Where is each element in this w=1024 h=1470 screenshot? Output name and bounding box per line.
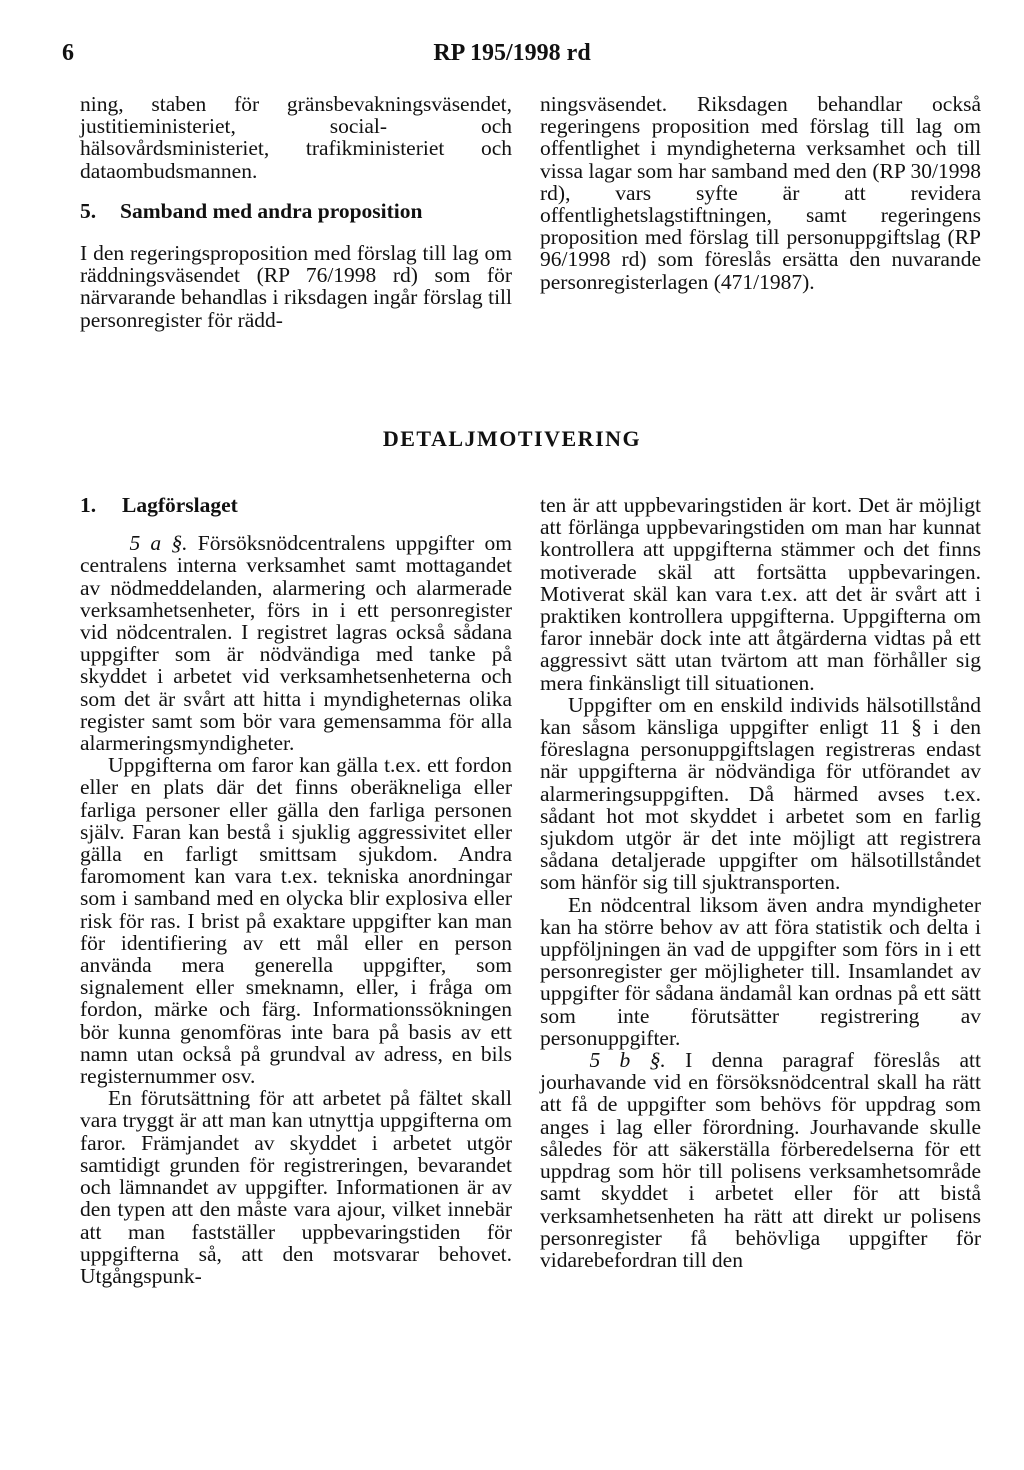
paragraph: ten är att uppbevaringstiden är kort. Det är möjligt att förlänga uppbevaringstiden om man har kunnat kontrollera att uppgifterna stämmer och det finns motiverade skäl att fortsätta uppbevaringen. Motiverat skäl kan vara t.ex. att det är svårt att i praktiken kontrollera uppgifterna. Uppgifterna om faror innebär dock inte att åtgärderna vidtas på ett aggressivt sätt utan tvärtom att man förhåller sig mera finkänsligt till situationen. [540, 493, 981, 695]
top-left-column [80, 93, 512, 331]
section-heading [80, 200, 512, 222]
paragraph: Uppgifter om en enskild individs hälsotillstånd kan såsom känsliga uppgifter enligt 11 § i den föreslagna personuppgiftslagen registreras endast när uppgifterna är nödvändiga för utförandet av alarmeringsuppgiften. Då härmed avses t.ex. sådant hot mot skyddet i arbetet som en farlig sjukdom utgör är det inte möjligt att registrera sådana detaljerade uppgifter om hälsotillståndet som hänför sig till sjuktransporten. [540, 692, 981, 895]
paragraph: En nödcentral liksom även andra myndigheter kan ha större behov av att föra statistik och delta i uppföljningen än vad de uppgifter som förs in i ett personregister ger möjligheter till. Insamlandet av uppgifter för sådana ändamål kan ordnas på ett sätt som inte förutsätter registrering av personuppgifter. [540, 892, 981, 1050]
sub-heading-title: Lagförslaget [122, 493, 238, 517]
sub-heading [80, 494, 512, 516]
page-number: 6 [62, 40, 74, 66]
bottom-left-column [80, 494, 512, 1287]
section-title: Samband med andra proposition [120, 198, 423, 223]
top-right-column [540, 93, 981, 293]
paragraph-text: Försöksnödcentralens uppgifter om centralens interna verksamhet samt mottagandet av nödmeddelanden, alarmering och alarmerade verksamhetsenheter, förs in i ett personregister vid nödcentralen. I registret lagras också sådana uppgifter som är nödvändiga med tanke på skyddet i arbetet vid verksamhetsenheterna och som det är svårt att hitta i myndigheternas olika register samt som bör vara gemensamma för alla alarmeringsmyndigheter. [80, 531, 513, 756]
paragraph: ningsväsendet. Riksdagen behandlar också regeringens proposition med förslag till lag om offentlighet i myndigheterna verksamhet och till vissa lagar som har samband med den (RP 30/1998 rd), vars syfte är att revidera offentlighetslagstiftningen, samt regeringens proposition med förslag till personuppgiftslag (RP 96/1998 rd) som föreslås ersätta den nuvarande personregisterlagen (471/1987). [540, 92, 981, 294]
paragraph-mark: 5 b §. [589, 1048, 666, 1073]
running-title: RP 195/1998 rd [433, 40, 591, 66]
sub-heading-number: 1. [80, 493, 97, 517]
paragraph [540, 1049, 981, 1271]
paragraph: En förutsättning för att arbetet på fältet skall vara tryggt är att man kan utnyttja uppgifterna om faror. Främjandet av skyddet i arbetet utgör samtidigt grunden för registreringen, bevarandet och lämnandet av uppgifter. Informationen är av den typen att den måste vara ajour, vilket innebär att man fastställer uppbevaringstiden för uppgifterna så, att den motsvarar behovet. Utgångspunk- [80, 1086, 512, 1288]
section-number: 5. [80, 198, 97, 223]
bottom-right-column [540, 494, 981, 1271]
paragraph-text: I denna paragraf föreslås att jourhavande vid en försöksnödcentral skall ha rätt att få de uppgifter som behövs för uppdrag som anges i lag eller förordning. Jourhavande skulle således för att säkerställa förberedelserna för ett uppdrag som hör till polisens verksamhetsområde samt skyddet i arbetet eller för att bistå verksamhetsenheten ha rätt att direkt ur polisens personregister få behövliga uppgifter för vidarebefordran till den [540, 1048, 982, 1272]
paragraph: ning, staben för gränsbevakningsväsendet, justitieministeriet, social- och hälsovårdsministeriet, trafikministeriet och dataombudsmannen. [80, 92, 512, 183]
main-heading: DETALJMOTIVERING [382, 426, 642, 451]
paragraph: Uppgifterna om faror kan gälla t.ex. ett fordon eller en plats där det finns oberäkneliga eller farliga personer eller gälla den farliga personen själv. Faran kan bestå i sjuklig aggressivitet eller gälla en farligt smittsam sjukdom. Andra faromoment kan vara t.ex. tekniska anordningar som i samband med en olycka blir explosiva eller risk för ras. I brist på exaktare uppgifter kan man för identifiering av ett mål eller en person använda mera generella uppgifter, som signalement eller smeknamn, eller, i fråga om fordon, märke och färg. Informationssökningen bör kunna genomföras inte bara på basis av ett namn utan också på grundval av adress, en bils registernummer osv. [80, 753, 512, 1089]
paragraph-mark: 5 a §. [129, 531, 188, 556]
paragraph: I den regeringsproposition med förslag till lag om räddningsväsendet (RP 76/1998 rd) som för närvarande behandlas i riksdagen ingår förslag till personregister för rädd- [80, 241, 512, 332]
paragraph [80, 532, 512, 754]
